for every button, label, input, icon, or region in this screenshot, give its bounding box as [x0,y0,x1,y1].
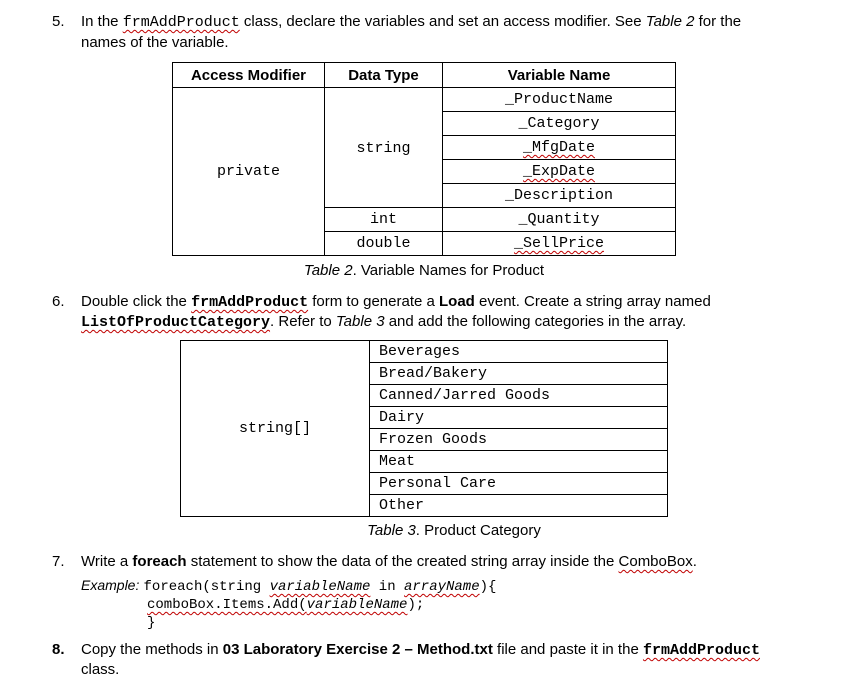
combobox-term: ComboBox [618,553,693,570]
table-3-caption: Table 3. Product Category [367,522,541,539]
step-6-number: 6. [52,293,65,310]
variable-name: _MfgDate [443,136,676,160]
array-type-cell: string[] [181,341,370,517]
access-modifier-cell: private [173,88,325,256]
array-name: ListOfProductCategory [81,314,271,331]
header-data-type: Data Type [325,63,443,88]
variable-name: _ProductName [443,88,676,112]
category-item: Other [370,495,668,517]
code-example-line3: } [147,615,156,631]
variable-name: _Quantity [443,208,676,232]
data-type-double: double [325,232,443,256]
category-item: Frozen Goods [370,429,668,451]
code-example-line1: Example: foreach(string variableName in arrayName){ [81,577,497,595]
category-item: Canned/Jarred Goods [370,385,668,407]
class-name: frmAddProduct [122,14,240,31]
step-6-text: Double click the frmAddProduct form to generate a Load event. Create a string array named [81,293,711,311]
step-5-text-line2: names of the variable. [81,34,229,51]
category-item: Meat [370,451,668,473]
step-6-text-line2: ListOfProductCategory. Refer to Table 3 and add the following categories in the array. [81,313,687,331]
step-5-number: 5. [52,13,65,30]
category-item: Dairy [370,407,668,429]
step-5-text: In the frmAddProduct class, declare the variables and set an access modifier. See Table 2 for the [81,13,742,31]
variable-name: _Description [443,184,676,208]
step-7-number: 7. [52,553,65,570]
product-category-table [180,340,668,517]
category-item: Bread/Bakery [370,363,668,385]
table-2-caption: Table 2. Variable Names for Product [303,262,545,279]
variable-name: _Category [443,112,676,136]
variable-name: _ExpDate [443,160,676,184]
step-8-text-line2: class. [81,661,120,678]
code-example-line2: comboBox.Items.Add(variableName); [147,597,425,613]
step-8-text: Copy the methods in 03 Laboratory Exercise 2 – Method.txt file and paste it in the frmAddProduct [81,641,760,659]
data-type-int: int [325,208,443,232]
data-type-string: string [325,88,443,208]
variable-name: _SellPrice [443,232,676,256]
header-variable-name: Variable Name [443,63,676,88]
step-7-text: Write a foreach statement to show the data of the created string array inside the ComboBox. [81,553,697,570]
category-item: Beverages [370,341,668,363]
step-8-number: 8. [52,641,65,658]
header-access-modifier: Access Modifier [173,63,325,88]
category-item: Personal Care [370,473,668,495]
variable-names-table [172,62,676,256]
